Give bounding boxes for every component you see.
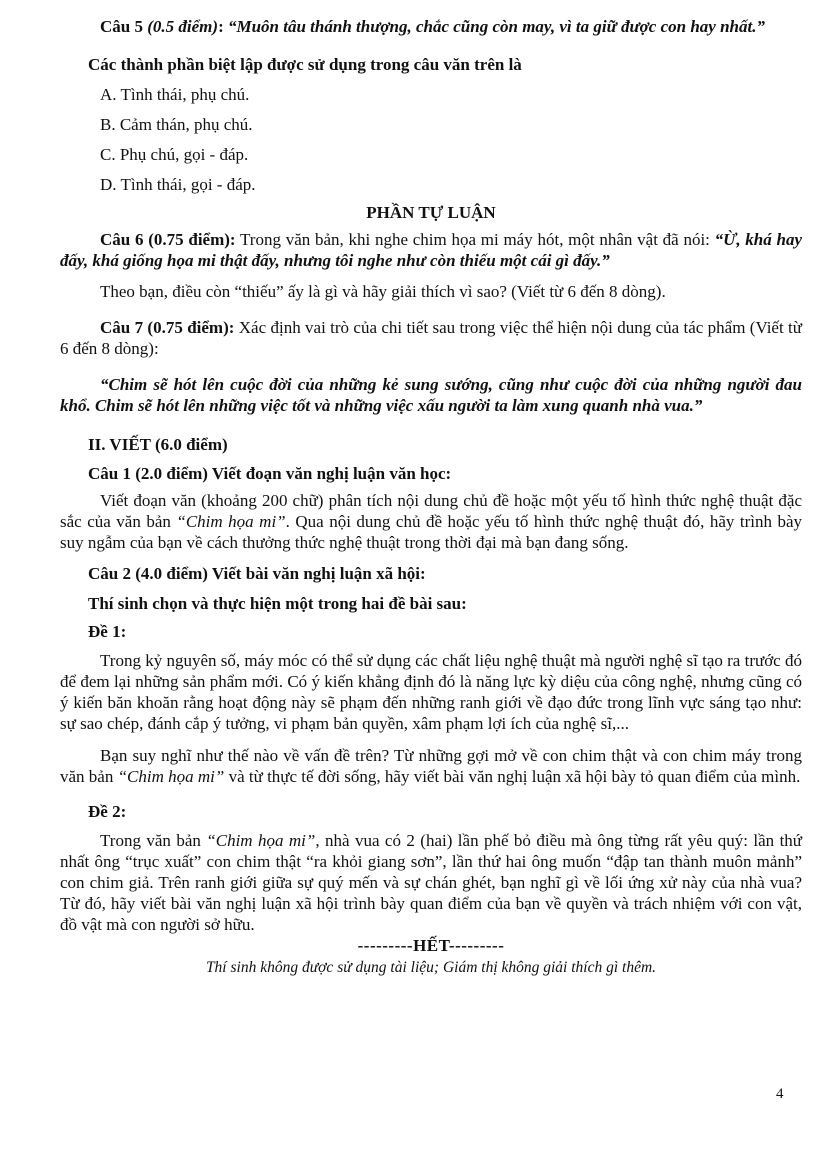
de1-paragraph-2	[60, 745, 802, 787]
w1-text-1: Viết đoạn văn (khoảng 200 chữ) phân tích nội dung chủ đề hoặc một yếu tố hình thức nghệ thuật đặc sắc của văn bản	[60, 491, 802, 531]
q6-label: Câu 6 (0.75 điểm):	[100, 230, 236, 249]
writing-q1-heading: Câu 1 (2.0 điểm) Viết đoạn văn nghị luận văn học:	[88, 464, 452, 483]
q6-followup: Theo bạn, điều còn “thiếu” ấy là gì và hãy giải thích vì sao? (Viết từ 6 đến 8 dòng).	[100, 282, 666, 301]
q5-option-c: C. Phụ chú, gọi - đáp.	[100, 145, 249, 164]
q5-colon: :	[218, 17, 224, 36]
de1-label: Đề 1:	[88, 622, 127, 641]
q5-option-b: B. Cảm thán, phụ chú.	[100, 115, 253, 134]
de2-title: “Chim họa mi”	[206, 831, 316, 850]
q7-text: Xác định vai trò của chi tiết sau trong việc thể hiện nội dung của tác phẩm (Viết từ 6 đến 8 dòng):	[60, 318, 802, 358]
de2-paragraph	[60, 830, 802, 935]
writing-q2-instruction: Thí sinh chọn và thực hiện một trong hai đề bài sau:	[88, 594, 467, 613]
q6-quote: “Ừ, khá hay đấy, khá giống họa mi thật đấy, nhưng tôi nghe như còn thiếu một cái gì đấy.”	[60, 230, 802, 270]
de1-p2-text-b: và từ thực tế đời sống, hãy viết bài văn nghị luận xã hội bày tỏ quan điểm của mình.	[224, 767, 801, 786]
essay-section-heading: PHẦN TỰ LUẬN	[366, 203, 496, 222]
de2-text-b: , nhà vua có 2 (hai) lần phế bỏ điều mà ông từng rất yêu quý: lần thứ nhất ông “trục xuất” con chim thật “ra khỏi giang sơn”, lần thứ hai ông muốn “đập tan thành muôn mảnh” con chim giả. Trên ranh giới giữa sự quý mến và sự chán ghét, bạn nghĩ gì về lối ứng xử này của nhà vua? Từ đó, hãy viết bài văn nghị luận xã hội trình bày quan điểm của bạn về quyền và trách nhiệm với con vật, đồ vật mà con người sở hữu.	[60, 831, 803, 934]
exam-page	[60, 10, 802, 977]
q5-option-a: A. Tình thái, phụ chú.	[100, 85, 250, 104]
de1-p2-title: “Chim họa mi”	[117, 767, 225, 786]
writing-section-heading: II. VIẾT (6.0 điểm)	[88, 435, 228, 454]
question-6	[60, 229, 802, 271]
de1-p2-text-a: Bạn suy nghĩ như thế nào về vấn đề trên? Từ những gợi mở về con chim thật và con chim máy trong văn bản	[60, 746, 802, 786]
q5-option-d: D. Tình thái, gọi - đáp.	[100, 175, 256, 194]
page-number: 4	[776, 1086, 784, 1102]
w1-title: “Chim họa mi”	[176, 512, 286, 531]
q7-quote: “Chim sẽ hót lên cuộc đời của những kẻ sung sướng, cũng như cuộc đời của những người đau khổ. Chim sẽ hót lên những việc tốt và những việc xấu người ta làm xung quanh nhà vua.”	[60, 375, 802, 415]
writing-q2-heading: Câu 2 (4.0 điểm) Viết bài văn nghị luận xã hội:	[88, 564, 426, 583]
de2-label: Đề 2:	[88, 802, 127, 821]
question-7	[60, 317, 802, 359]
q5-label: Câu 5	[100, 17, 148, 36]
footer-note: Thí sinh không được sử dụng tài liệu; Giám thị không giải thích gì thêm.	[205, 959, 657, 976]
w1-text-2: . Qua nội dung chủ đề hoặc yếu tố hình thức nghệ thuật đó, hãy trình bày suy ngẫm của bạn về cách thưởng thức nghệ thuật trong thời đại mà bạn đang sống.	[60, 512, 803, 552]
question-5	[60, 16, 802, 37]
writing-q1-text	[60, 490, 802, 553]
q6-text: Trong văn bản, khi nghe chim họa mi máy hót, một nhân vật đã nói:	[235, 230, 715, 249]
de2-text-a: Trong văn bản	[100, 831, 207, 850]
q5-prompt: Các thành phần biệt lập được sử dụng trong câu văn trên là	[88, 55, 522, 74]
q7-label: Câu 7 (0.75 điểm):	[100, 318, 235, 337]
q5-quote: “Muôn tâu thánh thượng, chắc cũng còn may, vì ta giữ được con hay nhất.”	[223, 17, 765, 36]
end-mark: ---------HẾT---------	[357, 936, 505, 955]
de1-paragraph-1: Trong kỷ nguyên số, máy móc có thể sử dụng các chất liệu nghệ thuật mà người nghệ sĩ tạo ra trước đó để đem lại những sản phẩm mới. Có ý kiến khẳng định đó là năng lực kỳ diệu của công nghệ, nhưng cũng có ý kiến băn khoăn rằng hoạt động này sẽ phạm đến những ranh giới về đạo đức trong lĩnh vực sáng tạo như: sự sao chép, đánh cắp ý tưởng, vi phạm bản quyền, xâm phạm lợi ích của nghệ sĩ,...	[60, 651, 802, 733]
q5-points: (0.5 điểm)	[147, 17, 219, 36]
